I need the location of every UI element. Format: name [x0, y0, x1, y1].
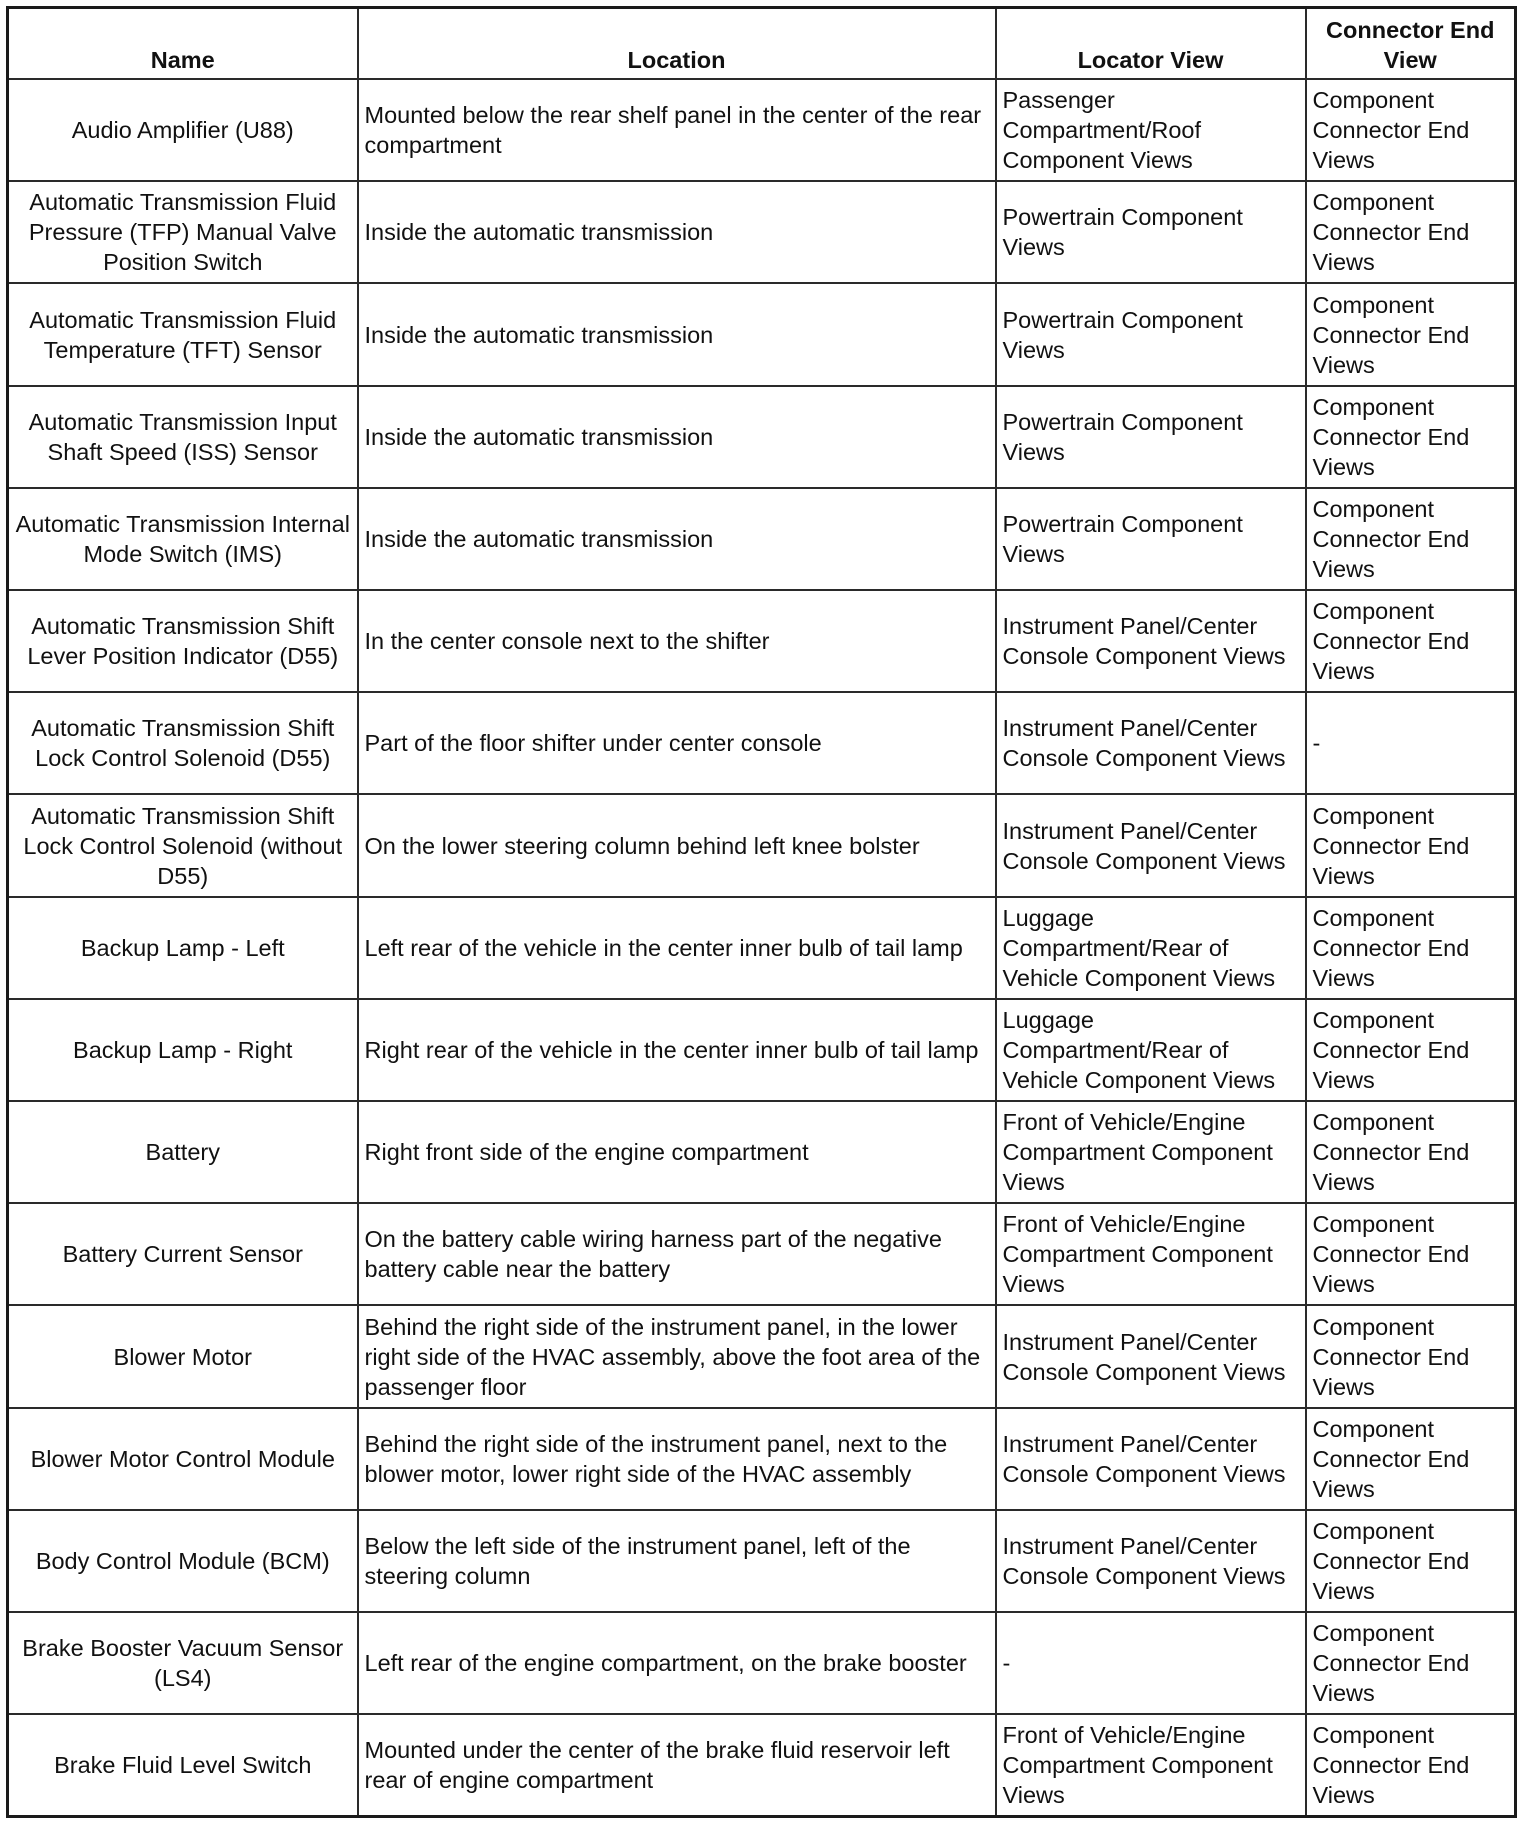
cell-name: Automatic Transmission Shift Lock Control Solenoid (D55) [8, 692, 358, 794]
cell-location: Behind the right side of the instrument panel, in the lower right side of the HVAC assembly, above the foot area of the passenger floor [358, 1305, 996, 1407]
cell-location: Mounted below the rear shelf panel in the center of the rear compartment [358, 79, 996, 181]
cell-locator-view: Front of Vehicle/Engine Compartment Component Views [996, 1714, 1306, 1816]
table-row [8, 999, 1516, 1101]
cell-connector-end-view: - [1306, 692, 1516, 794]
cell-location: Inside the automatic transmission [358, 488, 996, 590]
table-row [8, 794, 1516, 896]
cell-name: Battery Current Sensor [8, 1203, 358, 1305]
cell-location: Below the left side of the instrument panel, left of the steering column [358, 1510, 996, 1612]
cell-name: Battery [8, 1101, 358, 1203]
cell-name: Body Control Module (BCM) [8, 1510, 358, 1612]
table-row [8, 283, 1516, 385]
table-row [8, 79, 1516, 181]
cell-name: Automatic Transmission Fluid Pressure (TFP) Manual Valve Position Switch [8, 181, 358, 283]
cell-location: Behind the right side of the instrument panel, next to the blower motor, lower right side of the HVAC assembly [358, 1408, 996, 1510]
cell-connector-end-view: Component Connector End Views [1306, 1101, 1516, 1203]
component-locator-document [6, 6, 1514, 1818]
cell-connector-end-view: Component Connector End Views [1306, 1408, 1516, 1510]
cell-connector-end-view: Component Connector End Views [1306, 1203, 1516, 1305]
cell-connector-end-view: Component Connector End Views [1306, 999, 1516, 1101]
table-row [8, 488, 1516, 590]
cell-name: Automatic Transmission Input Shaft Speed (ISS) Sensor [8, 386, 358, 488]
cell-connector-end-view: Component Connector End Views [1306, 1714, 1516, 1816]
cell-location: Mounted under the center of the brake fluid reservoir left rear of engine compartment [358, 1714, 996, 1816]
cell-locator-view: Instrument Panel/Center Console Component Views [996, 1510, 1306, 1612]
cell-locator-view: Passenger Compartment/Roof Component Views [996, 79, 1306, 181]
cell-connector-end-view: Component Connector End Views [1306, 794, 1516, 896]
cell-connector-end-view: Component Connector End Views [1306, 283, 1516, 385]
table-row [8, 897, 1516, 999]
cell-connector-end-view: Component Connector End Views [1306, 488, 1516, 590]
cell-name: Automatic Transmission Shift Lever Position Indicator (D55) [8, 590, 358, 692]
table-row [8, 1305, 1516, 1407]
cell-name: Blower Motor [8, 1305, 358, 1407]
cell-connector-end-view: Component Connector End Views [1306, 590, 1516, 692]
cell-locator-view: Luggage Compartment/Rear of Vehicle Component Views [996, 897, 1306, 999]
cell-locator-view: Luggage Compartment/Rear of Vehicle Component Views [996, 999, 1306, 1101]
cell-name: Audio Amplifier (U88) [8, 79, 358, 181]
table-row [8, 1408, 1516, 1510]
table-row [8, 386, 1516, 488]
cell-location: Inside the automatic transmission [358, 386, 996, 488]
cell-locator-view: Front of Vehicle/Engine Compartment Component Views [996, 1203, 1306, 1305]
cell-location: Right rear of the vehicle in the center inner bulb of tail lamp [358, 999, 996, 1101]
cell-locator-view: Powertrain Component Views [996, 283, 1306, 385]
cell-locator-view: - [996, 1612, 1306, 1714]
cell-connector-end-view: Component Connector End Views [1306, 181, 1516, 283]
cell-locator-view: Instrument Panel/Center Console Component Views [996, 1408, 1306, 1510]
cell-connector-end-view: Component Connector End Views [1306, 1612, 1516, 1714]
table-row [8, 1714, 1516, 1816]
cell-location: On the battery cable wiring harness part of the negative battery cable near the battery [358, 1203, 996, 1305]
cell-locator-view: Powertrain Component Views [996, 181, 1306, 283]
cell-name: Automatic Transmission Internal Mode Switch (IMS) [8, 488, 358, 590]
cell-location: In the center console next to the shifter [358, 590, 996, 692]
cell-location: Part of the floor shifter under center console [358, 692, 996, 794]
cell-name: Brake Fluid Level Switch [8, 1714, 358, 1816]
cell-name: Backup Lamp - Right [8, 999, 358, 1101]
cell-locator-view: Instrument Panel/Center Console Component Views [996, 692, 1306, 794]
component-locator-table [6, 6, 1517, 1818]
table-row [8, 1203, 1516, 1305]
cell-location: Right front side of the engine compartment [358, 1101, 996, 1203]
cell-locator-view: Instrument Panel/Center Console Component Views [996, 590, 1306, 692]
cell-name: Automatic Transmission Shift Lock Control Solenoid (without D55) [8, 794, 358, 896]
table-row [8, 1612, 1516, 1714]
cell-connector-end-view: Component Connector End Views [1306, 1305, 1516, 1407]
cell-name: Blower Motor Control Module [8, 1408, 358, 1510]
cell-connector-end-view: Component Connector End Views [1306, 897, 1516, 999]
header-row [8, 8, 1516, 80]
header-locator-view: Locator View [996, 8, 1306, 80]
cell-name: Brake Booster Vacuum Sensor (LS4) [8, 1612, 358, 1714]
table-row [8, 590, 1516, 692]
table-row [8, 692, 1516, 794]
table-body [8, 79, 1516, 1817]
cell-locator-view: Powertrain Component Views [996, 386, 1306, 488]
cell-connector-end-view: Component Connector End Views [1306, 1510, 1516, 1612]
cell-locator-view: Front of Vehicle/Engine Compartment Component Views [996, 1101, 1306, 1203]
cell-location: Left rear of the engine compartment, on the brake booster [358, 1612, 996, 1714]
cell-locator-view: Instrument Panel/Center Console Component Views [996, 1305, 1306, 1407]
cell-location: Inside the automatic transmission [358, 283, 996, 385]
cell-location: Inside the automatic transmission [358, 181, 996, 283]
cell-locator-view: Instrument Panel/Center Console Component Views [996, 794, 1306, 896]
table-row [8, 1510, 1516, 1612]
cell-connector-end-view: Component Connector End Views [1306, 79, 1516, 181]
header-location: Location [358, 8, 996, 80]
cell-location: Left rear of the vehicle in the center inner bulb of tail lamp [358, 897, 996, 999]
cell-connector-end-view: Component Connector End Views [1306, 386, 1516, 488]
table-header [8, 8, 1516, 80]
cell-location: On the lower steering column behind left knee bolster [358, 794, 996, 896]
cell-locator-view: Powertrain Component Views [996, 488, 1306, 590]
cell-name: Automatic Transmission Fluid Temperature (TFT) Sensor [8, 283, 358, 385]
header-connector-end-view: Connector End View [1306, 8, 1516, 80]
header-name: Name [8, 8, 358, 80]
cell-name: Backup Lamp - Left [8, 897, 358, 999]
table-row [8, 181, 1516, 283]
table-row [8, 1101, 1516, 1203]
